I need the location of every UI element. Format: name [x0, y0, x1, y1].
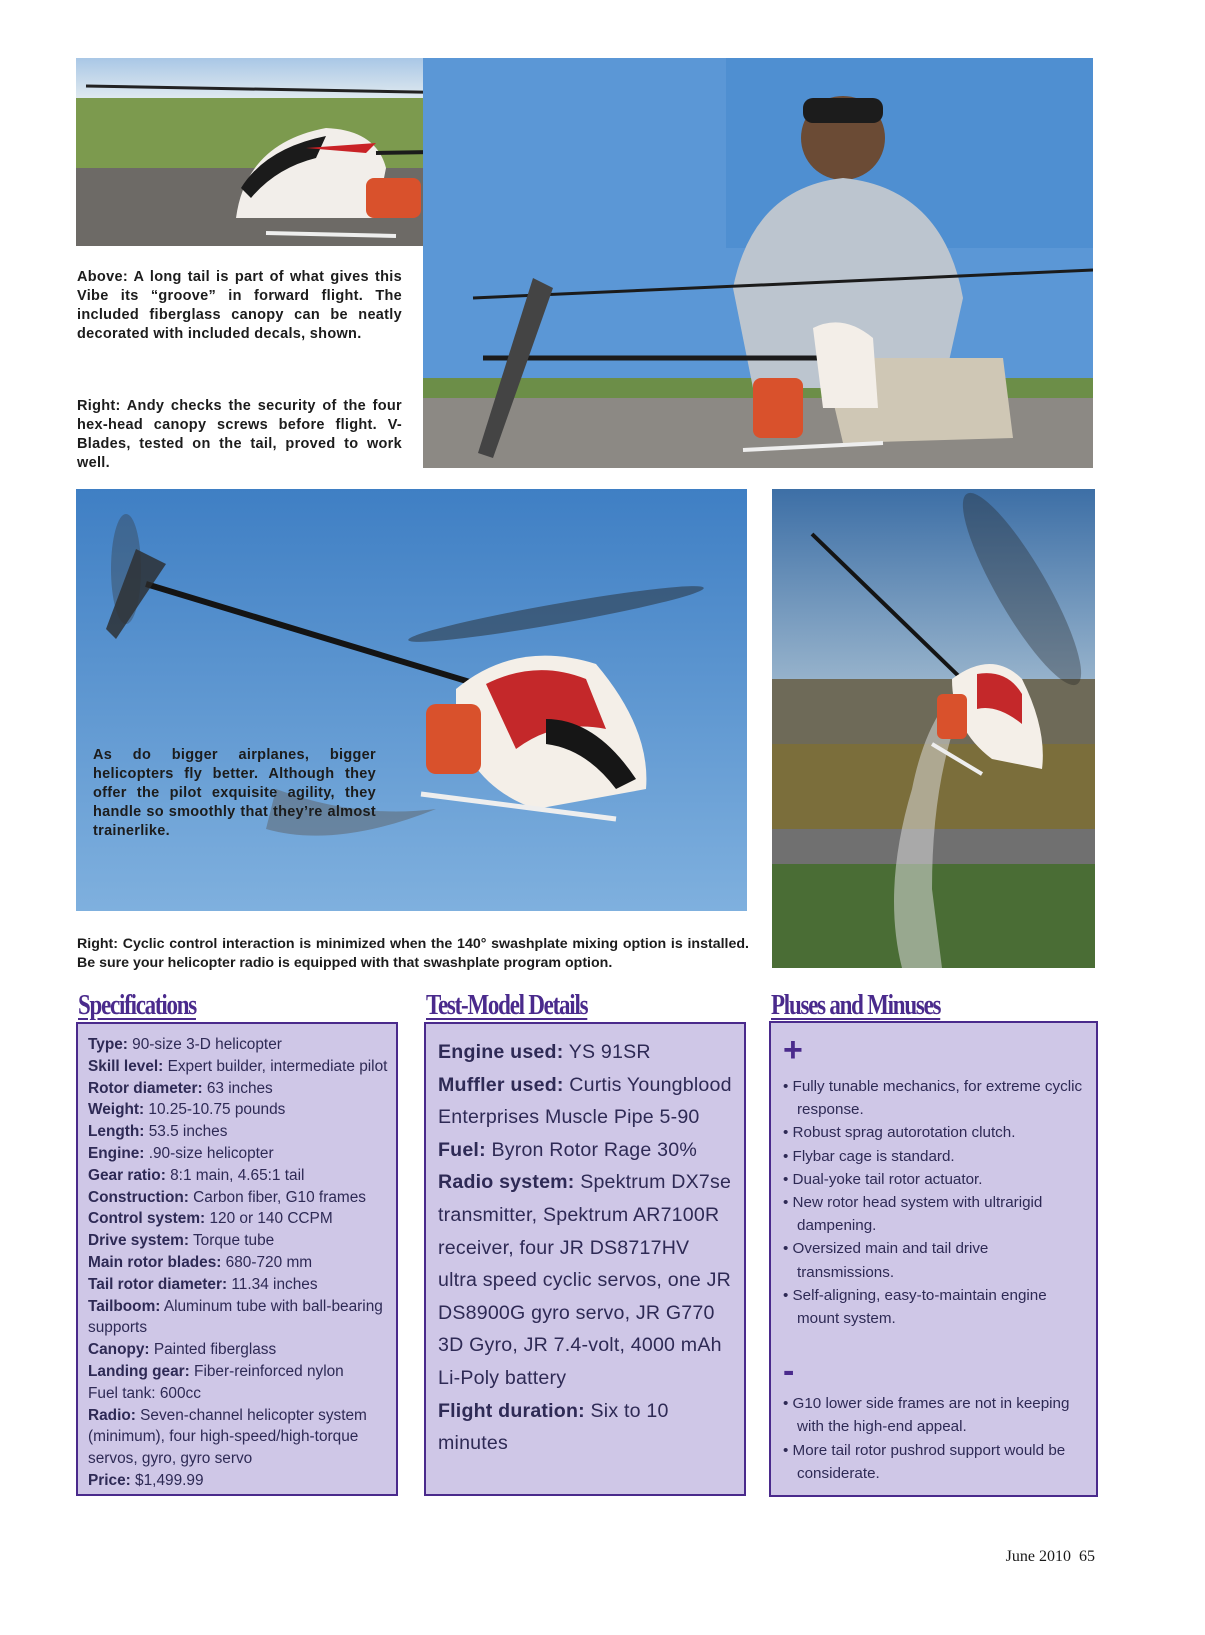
spec-item [88, 1165, 388, 1187]
spec-key: Tail rotor diameter: [88, 1275, 228, 1293]
spec-key: Tailboom: [88, 1297, 161, 1315]
test-model-item [438, 1036, 734, 1069]
minus-sign: - [783, 1352, 795, 1391]
test-model-item [438, 1166, 734, 1394]
spec-item [88, 1274, 388, 1296]
spec-value: 53.5 inches [144, 1123, 228, 1141]
pluses-minuses-title: Pluses and Minuses [771, 990, 941, 1021]
test-model-value: YS 91SR [563, 1041, 651, 1063]
pluses-item: • New rotor head system with ultrarigid dampening. [783, 1194, 1043, 1235]
spec-key: Construction: [88, 1188, 189, 1206]
test-model-item [438, 1069, 734, 1134]
spec-item [88, 1383, 388, 1405]
spec-key: Length: [88, 1123, 145, 1141]
spec-key: Main rotor blades: [88, 1253, 222, 1271]
spec-value: Expert builder, intermediate pilot [163, 1057, 388, 1075]
test-model-key: Radio system: [438, 1171, 575, 1194]
spec-item [88, 1143, 388, 1165]
spec-value: Aluminum tube with ball-bearing supports [88, 1297, 383, 1337]
spec-item [88, 1099, 388, 1121]
spec-value: 680-720 mm [221, 1253, 313, 1271]
spec-item [88, 1078, 388, 1100]
spec-value: Carbon fiber, G10 frames [188, 1188, 366, 1206]
spec-value: $1,499.99 [130, 1471, 204, 1489]
spec-item [88, 1187, 388, 1209]
page-footer [1006, 1548, 1095, 1566]
spec-item [88, 1230, 388, 1252]
spec-value: 8:1 main, 4.65:1 tail [165, 1166, 305, 1184]
footer-page-number: 65 [1079, 1548, 1095, 1565]
spec-item [88, 1296, 388, 1340]
spec-key: Price: [88, 1471, 131, 1489]
spec-key: Radio: [88, 1406, 136, 1424]
spec-value: .90-size helicopter [144, 1144, 274, 1162]
spec-item [88, 1339, 388, 1361]
spec-key: Weight: [88, 1101, 145, 1119]
caption-above: Above: A long tail is part of what gives this Vibe its “groove” in forward flight. The included fiberglass canopy can be neatly decorated with included decals, shown. [77, 269, 402, 342]
test-model-value: Spektrum DX7se transmitter, Spektrum AR7100R receiver, four JR DS8717HV ultra speed cyclic servos, one JR DS8900G gyro servo, JR G770 3D Gyro, JR 7.4-volt, 4000 mAh Li-Poly battery [438, 1171, 732, 1389]
spec-item [88, 1470, 388, 1492]
caption-cyclic: Right: Cyclic control interaction is minimized when the 140° swashplate mixing option is installed. Be sure your helicopter radio is equipped with that swashplate program option. [77, 936, 749, 971]
photo-andy-checking [423, 58, 1093, 468]
test-model-key: Engine used: [438, 1041, 564, 1063]
spec-value: Fiber-reinforced nylon [189, 1362, 344, 1380]
spec-key: Skill level: [88, 1057, 164, 1075]
caption-bigger-helicopters: As do bigger airplanes, bigger helicopters fly better. Although they offer the pilot exquisite agility, they handle so smoothly that they’re almost trainerlike. [93, 747, 376, 839]
test-model-value: Six to 10 minutes [438, 1399, 669, 1455]
spec-value: Torque tube [188, 1232, 275, 1250]
spec-key: Drive system: [88, 1232, 189, 1250]
spec-item [88, 1034, 388, 1056]
test-model-key: Muffler used: [438, 1073, 564, 1096]
test-model-key: Flight duration: [438, 1399, 585, 1422]
spec-value: Painted fiberglass [149, 1341, 277, 1359]
test-model-value: Byron Rotor Rage 30% [485, 1138, 697, 1161]
spec-value: 63 inches [202, 1079, 273, 1097]
pluses-item: • Oversized main and tail drive transmissions. [783, 1240, 989, 1281]
spec-item [88, 1121, 388, 1143]
spec-value: 120 or 140 CCPM [205, 1210, 333, 1228]
spec-key: Landing gear: [88, 1362, 190, 1380]
pluses-item: • Dual-yoke tail rotor actuator. [783, 1170, 983, 1188]
test-model-item [438, 1134, 734, 1167]
test-model-key: Fuel: [438, 1138, 486, 1161]
spec-key: Rotor diameter: [88, 1079, 203, 1097]
caption-right-andy: Right: Andy checks the security of the four hex-head canopy screws before flight. V-Blades, tested on the tail, proved to work well. [77, 398, 402, 471]
pluses-item: • Self-aligning, easy-to-maintain engine mount system. [783, 1286, 1047, 1328]
spec-item [88, 1361, 388, 1383]
spec-key: Type: [88, 1036, 128, 1053]
spec-item [88, 1405, 388, 1470]
pluses-item: • Fully tunable mechanics, for extreme cyclic response. [783, 1078, 1083, 1119]
test-model-box [424, 1022, 746, 1496]
spec-key: Gear ratio: [88, 1166, 166, 1184]
spec-item [88, 1056, 388, 1078]
footer-issue: June 2010 [1005, 1548, 1071, 1565]
pluses-item: • Robust sprag autorotation clutch. [783, 1124, 1016, 1142]
spec-item [88, 1252, 388, 1274]
spec-key: Canopy: [88, 1341, 150, 1359]
specifications-box [76, 1022, 398, 1496]
spec-item [88, 1208, 388, 1230]
spec-value: Fuel tank: 600cc [88, 1384, 201, 1402]
spec-value: 90-size 3-D helicopter [127, 1036, 282, 1053]
spec-value: 11.34 inches [227, 1275, 318, 1293]
photo-heli-flying-sky [76, 489, 747, 911]
specifications-title: Specifications [78, 990, 196, 1021]
spec-key: Engine: [88, 1144, 145, 1162]
test-model-value: Curtis Youngblood Enterprises Muscle Pipe 5-90 [438, 1073, 732, 1129]
test-model-title: Test-Model Details [426, 990, 588, 1021]
plus-sign: + [783, 1031, 803, 1069]
photo-heli-low-pass [772, 489, 1095, 968]
minuses-item: • More tail rotor pushrod support would be considerate. [783, 1441, 1066, 1482]
minuses-item: • G10 lower side frames are not in keeping with the high-end appeal. [783, 1395, 1070, 1436]
pluses-item: • Flybar cage is standard. [783, 1147, 955, 1165]
spec-key: Control system: [88, 1210, 206, 1228]
test-model-item [438, 1395, 734, 1460]
spec-value: Seven-channel helicopter system (minimum), four high-speed/high-torque servos, gyro, gyro servo [88, 1406, 367, 1468]
pluses-minuses-box [769, 1021, 1098, 1497]
spec-value: 10.25-10.75 pounds [144, 1101, 286, 1119]
